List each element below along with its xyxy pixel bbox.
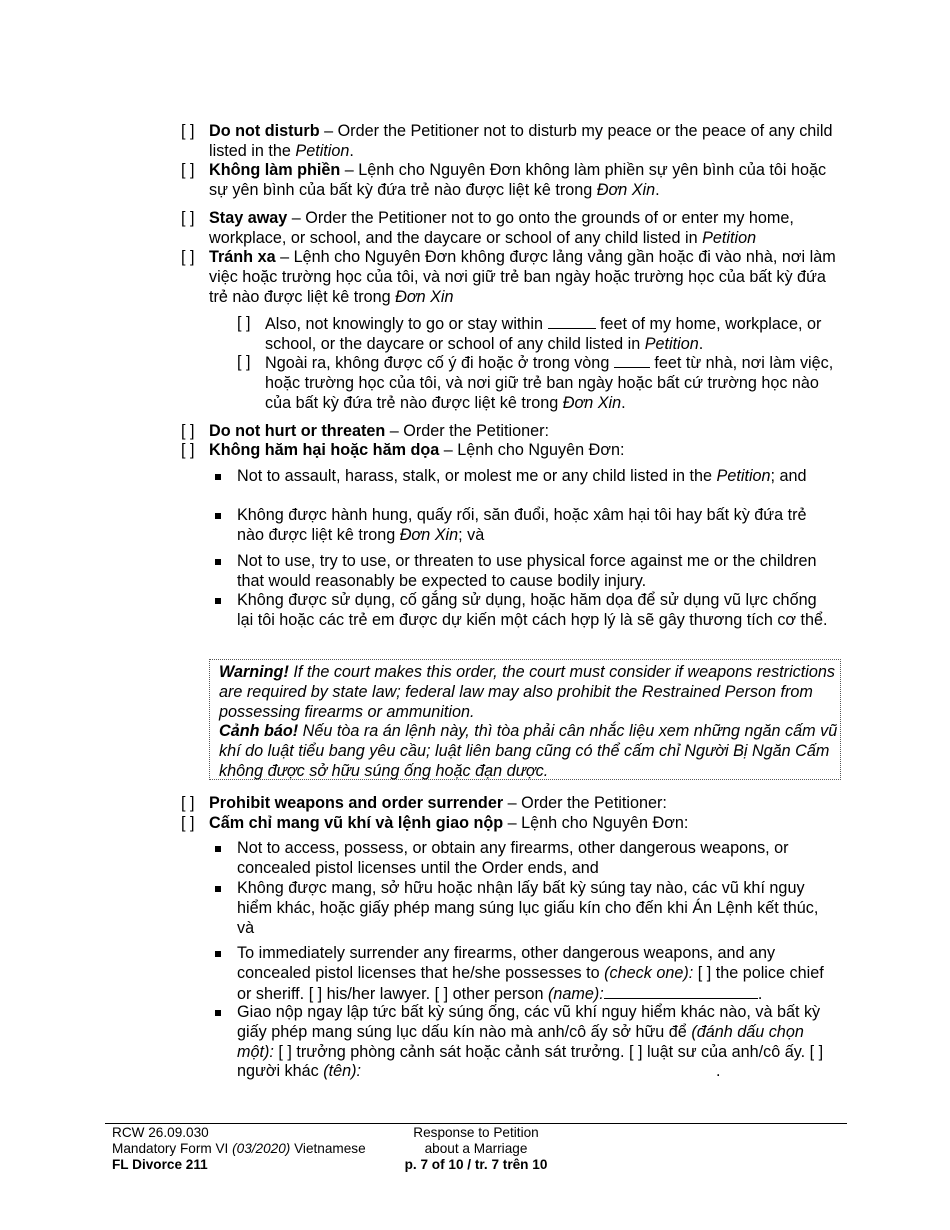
stay-away-checkbox[interactable]: [ ] [181, 209, 195, 227]
cam-chi-item [181, 814, 841, 834]
do-not-disturb-text: – Order the Petitioner not to disturb my peace or the peace of any child listed in the [209, 122, 833, 160]
canh-bao-label: Cảnh báo! [219, 722, 299, 741]
do-not-hurt-checkbox[interactable]: [ ] [181, 422, 195, 440]
prohibit-weapons-item [181, 794, 841, 814]
bullet-icon [215, 559, 221, 565]
canh-bao-text: Nếu tòa ra án lệnh này, thì tòa phải cân nhắc liệu xem những ngăn cấm vũ khí do luật tiểu bang yêu cầu; luật liên bang cũng có thể cấm chỉ Người Bị Ngăn Cấm không được sở hữu súng ống hoặc đạn dược. [219, 722, 838, 780]
also-feet-text: Also, not knowingly to go or stay within [265, 315, 548, 333]
also-feet-checkbox[interactable]: [ ] [237, 314, 251, 332]
bullet-icon [215, 513, 221, 519]
bullet-text: Không được mang, sở hữu hoặc nhận lấy bất kỳ súng tay nào, các vũ khí nguy hiểm khác, hoặc giấy phép mang súng lục giấu kín cho đến khi Án Lệnh kết thúc, và [237, 879, 819, 937]
bullet-force-vi [237, 591, 837, 631]
tranh-xa-checkbox[interactable]: [ ] [181, 248, 195, 266]
footer-center [376, 1125, 576, 1173]
prohibit-weapons-heading: Prohibit weapons and order surrender [209, 794, 504, 812]
footer-divider [105, 1123, 847, 1124]
bullet-access-vi [237, 879, 837, 938]
feet-blank-field[interactable] [548, 314, 596, 329]
khong-lam-phien-heading: Không làm phiền [209, 161, 341, 179]
period: . [621, 393, 626, 412]
check-one-label: (check one): [604, 963, 694, 982]
period: . [757, 984, 763, 1003]
do-not-disturb-heading: Do not disturb [209, 122, 320, 140]
tranh-xa-heading: Tránh xa [209, 248, 276, 266]
don-xin-ref: Đơn Xin [395, 287, 454, 306]
option-other-person[interactable]: [ ] other person [434, 984, 549, 1003]
also-feet-text-cont: feet of my home, workplace, or school, or the daycare or school of any child listed in [265, 315, 822, 353]
bullet-surrender-en [237, 944, 837, 1004]
do-not-hurt-heading: Do not hurt or threaten [209, 422, 386, 440]
don-xin-ref: Đơn Xin [596, 180, 656, 199]
bullet-text: Không được sử dụng, cố gắng sử dụng, hoặc hăm dọa để sử dụng vũ lực chống lại tôi hoặc các trẻ em được dự kiến một cách hợp lý là sẽ gây thương tích cơ thể. [237, 591, 828, 629]
footer-title-2: about a Marriage [424, 1141, 528, 1156]
khong-ham-hai-text: – Lệnh cho Nguyên Đơn: [439, 441, 625, 459]
ngoai-ra-text-cont: feet từ nhà, nơi làm việc, hoặc trường học của tôi, và nơi giữ trẻ ban ngày hoặc bất cứ trường học nào của bất kỳ đứa trẻ nào được liệt kê trong [265, 354, 834, 412]
option-police[interactable]: [ ] the police chief or sheriff. [237, 963, 824, 1003]
don-xin-ref: Đơn Xin [562, 393, 622, 412]
bullet-assault-vi [237, 506, 837, 546]
bullet-text: Not to access, possess, or obtain any firearms, other dangerous weapons, or concealed pistol licenses until the Order ends, and [237, 839, 789, 877]
bullet-text: Not to use, try to use, or threaten to use physical force against me or the children that would reasonably be expected to cause bodily injury. [237, 552, 817, 590]
also-feet-item [237, 314, 837, 355]
khong-lam-phien-checkbox[interactable]: [ ] [181, 161, 195, 179]
bullet-icon [215, 886, 221, 892]
footer-form-id: FL Divorce 211 [112, 1157, 208, 1172]
cam-chi-text: – Lệnh cho Nguyên Đơn: [503, 814, 689, 832]
bullet-icon [215, 1010, 221, 1016]
petition-ref: Petition [716, 467, 771, 485]
bullet-text: Không được hành hung, quấy rối, săn đuổi, hoặc xâm hại tôi hay bất kỳ đứa trẻ nào được liệt kê trong [237, 506, 807, 544]
period: . [716, 1062, 721, 1081]
cam-chi-heading: Cấm chỉ mang vũ khí và lệnh giao nộp [209, 814, 504, 832]
do-not-hurt-item [181, 422, 841, 442]
khong-ham-hai-checkbox[interactable]: [ ] [181, 441, 195, 459]
ngoai-ra-checkbox[interactable]: [ ] [237, 353, 251, 371]
bullet-icon [215, 598, 221, 604]
bullet-assault-en [237, 467, 837, 487]
stay-away-heading: Stay away [209, 209, 288, 227]
option-other-person[interactable]: [ ] người khác [237, 1042, 824, 1081]
footer-form-date: (03/2020) [232, 1141, 291, 1156]
option-lawyer[interactable]: [ ] luật sư của anh/cô ấy. [629, 1042, 810, 1061]
footer-form-label: Mandatory Form VI [112, 1141, 233, 1156]
tranh-xa-item [181, 248, 841, 307]
stay-away-text: – Order the Petitioner not to go onto the grounds of or enter my home, workplace, or school, and the daycare or school of any child listed in [209, 209, 794, 247]
ngoai-ra-item [237, 353, 837, 413]
bullet-icon [215, 846, 221, 852]
bullet-text-end: ; và [458, 525, 485, 544]
name-label: (name): [548, 984, 604, 1003]
warning-box [209, 659, 841, 780]
khong-lam-phien-item [181, 161, 841, 201]
option-lawyer[interactable]: [ ] his/her lawyer. [308, 984, 435, 1003]
option-police[interactable]: [ ] trưởng phòng cảnh sát hoặc cảnh sát trưởng. [273, 1042, 630, 1061]
prohibit-weapons-text: – Order the Petitioner: [503, 794, 667, 812]
bullet-access-en [237, 839, 837, 879]
cam-chi-checkbox[interactable]: [ ] [181, 814, 195, 832]
warning-text: If the court makes this order, the court must consider if weapons restrictions are required by state law; federal law may also prohibit the Restrained Person from possessing firearms or ammunition. [219, 663, 835, 721]
bullet-icon [215, 951, 221, 957]
prohibit-weapons-checkbox[interactable]: [ ] [181, 794, 195, 812]
period: . [655, 180, 660, 199]
tranh-xa-text: – Lệnh cho Nguyên Đơn không được lảng vảng gần hoặc đi vào nhà, nơi làm việc hoặc trường học của tôi, và nơi giữ trẻ ban ngày hoặc trường học của bất kỳ đứa trẻ nào được liệt kê trong [209, 248, 836, 306]
bullet-text: Not to assault, harass, stalk, or molest me or any child listed in the [237, 467, 717, 485]
petition-ref: Petition [644, 334, 699, 353]
bullet-surrender-vi [237, 1003, 837, 1082]
do-not-disturb-checkbox[interactable]: [ ] [181, 122, 195, 140]
stay-away-item [181, 209, 841, 249]
bullet-text: Giao nộp ngay lập tức bất kỳ súng ống, các vũ khí nguy hiểm khác nào, và bất kỳ giấy phép mang súng lục dấu kín nào mà anh/cô ấy sở hữu để [237, 1003, 821, 1041]
other-person-name-field[interactable] [604, 984, 758, 999]
do-not-disturb-item [181, 122, 841, 162]
bullet-force-en [237, 552, 837, 592]
footer-page: p. 7 of 10 / tr. 7 trên 10 [404, 1157, 548, 1172]
petition-ref: Petition [295, 141, 350, 160]
footer-form [112, 1141, 366, 1157]
bullet-icon [215, 474, 221, 480]
footer-form-lang: Vietnamese [290, 1141, 366, 1156]
don-xin-ref: Đơn Xin [399, 525, 459, 544]
warning-label: Warning! [219, 663, 289, 681]
name-label: (tên): [323, 1062, 362, 1081]
bullet-text: To immediately surrender any firearms, other dangerous weapons, and any concealed pistol licenses that he/she possesses to [237, 944, 776, 982]
khong-lam-phien-text: – Lệnh cho Nguyên Đơn không làm phiền sự yên bình của tôi hoặc sự yên bình của bất kỳ đứa trẻ nào được liệt kê trong [209, 161, 827, 199]
period: . [698, 334, 704, 353]
footer-title-1: Response to Petition [413, 1125, 539, 1140]
petition-ref: Petition [702, 228, 757, 247]
khong-ham-hai-item [181, 441, 841, 461]
period: . [349, 141, 354, 160]
do-not-hurt-text: – Order the Petitioner: [385, 422, 550, 440]
ngoai-ra-text: Ngoài ra, không được cố ý đi hoặc ở trong vòng [265, 354, 614, 372]
footer-rcw: RCW 26.09.030 [112, 1125, 209, 1140]
feet-blank-field-vi[interactable] [614, 353, 650, 368]
bullet-text-end: ; and [770, 467, 807, 485]
khong-ham-hai-heading: Không hăm hại hoặc hăm dọa [209, 441, 440, 459]
footer-left [112, 1125, 366, 1173]
check-one-label: (đánh dấu chọn một): [237, 1022, 804, 1061]
